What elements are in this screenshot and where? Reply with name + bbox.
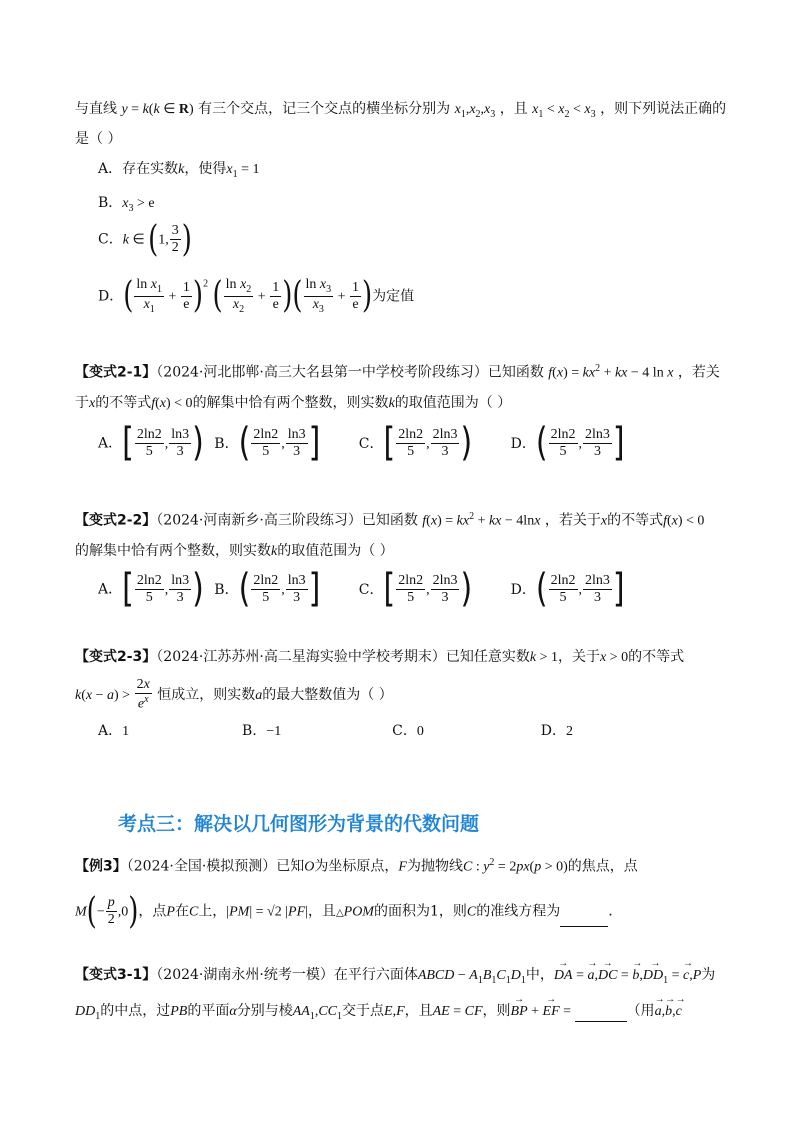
v21-opt-c: C． <box>358 435 384 452</box>
variant23-source: （2024·江苏苏州·高二星海实验中学校考期末）已知任意实数 <box>156 649 530 665</box>
v23-opt-a-val: 1 <box>122 724 130 739</box>
v21-b-n1: 2ln2 <box>253 427 279 442</box>
variant22-l2b: 的取值范围为（ ） <box>277 543 394 559</box>
option-b-label: B． <box>98 195 123 211</box>
v22-d-n1: 2ln2 <box>550 573 576 588</box>
variant22-line1: 【变式2-2】（2024·河南新乡·高三阶段练习）已知函数 $f(x) = kx^2$ + kx − 4lnx ，若关于x的不等式f(x) < 0 <box>75 511 705 529</box>
v21-opt-a: A． <box>98 435 123 452</box>
variant31-l2d: 交于点 <box>342 1003 384 1019</box>
v21-d-n1: 2ln2 <box>550 427 576 442</box>
variant31-l2g: （用 <box>626 1003 655 1019</box>
variant22-tail2: 的不等式 <box>607 512 664 529</box>
v22-c-n3: 2ln3 <box>432 573 458 588</box>
option-c-label: C． <box>98 231 123 248</box>
option-c: C．k ∈ (1, $\frac{3}{2}$ ) <box>98 218 192 261</box>
variant23-line2: k(x − a) > $\frac{2x}{e^x}$ 恒成立，则实数a的最大整数值为（ ） <box>75 677 393 712</box>
intro-text-a: 与直线 <box>75 101 117 117</box>
v21-c-d1: 5 <box>407 444 415 459</box>
v23-opt-a: A． <box>98 723 123 739</box>
example3-l2b: 在 <box>174 903 189 920</box>
example3-source: （2024·全国·模拟预测）已知 <box>126 858 305 875</box>
v22-b-n1: 2ln2 <box>253 573 279 588</box>
v22-c-n1: 2ln2 <box>398 573 424 588</box>
v21-opt-b: B． <box>214 435 239 452</box>
v21-b-d2: 3 <box>293 444 301 459</box>
v21-a-d2: 3 <box>176 444 184 459</box>
example3-mid3: 的焦点，点 <box>567 858 638 875</box>
v21-b-n2: ln3 <box>287 427 306 442</box>
variant22-source: （2024·河南新乡·高三阶段练习）已知函数 <box>156 512 418 529</box>
v22-a-d1: 5 <box>145 590 153 605</box>
variant21-func: f <box>548 365 553 381</box>
variant31-mid: 中， <box>525 967 554 983</box>
variant31-tag: 【变式3-1】 <box>75 967 157 983</box>
v22-b-n2: ln3 <box>287 573 306 588</box>
variant31-line1: 【变式3-1】（2024·湖南永州·统考一模）在平行六面体ABCD − $A_1B_1C_1D_1$中，→ DA = → a,→ DC = → $b,\to DD_1$ = → c,P为 <box>75 968 715 986</box>
variant22-l2a: 的解集中恰有两个整数，则实数 <box>75 543 271 559</box>
v22-d-n3: 2ln3 <box>585 573 610 588</box>
math-y-eq-k: y <box>121 102 128 117</box>
example3-mid2: 为抛物线 <box>406 858 463 875</box>
example3-l2d: ，且 <box>307 903 336 920</box>
v23-opt-b-val: −1 <box>266 724 282 739</box>
v21-a-d1: 5 <box>145 444 153 459</box>
math-order: x <box>532 102 539 117</box>
variant22-tail1: ，若关于 <box>544 512 601 529</box>
variant21-l2d: 的取值范围为（ ） <box>394 395 512 411</box>
intro-line-1: 与直线 y = k(k ∈ R) 有三个交点，记三个交点的横坐标分别为 $x_1,x_2,x_3$ ，且 $x_1 < x_2 < x_3$ ，则下列说法正确的 <box>75 101 727 120</box>
v23-opt-b: B． <box>242 723 267 739</box>
variant21-l2c: 的解集中恰有两个整数，则实数 <box>192 395 389 411</box>
variant31-l2a: 的中点，过 <box>100 1003 171 1019</box>
v21-c-n1: 2ln2 <box>398 427 424 442</box>
v21-d-d1: 5 <box>559 444 567 459</box>
v21-a-n2: ln3 <box>171 427 190 442</box>
v22-c-d1: 5 <box>407 590 415 605</box>
variant31-tail: 为 <box>701 967 716 983</box>
example3-line2: M(− $\frac{p}{2}$ ,0)，点P在C上，|PM| = √2 |PF|，且△POM的面积为1，则C的准线方程为 . <box>75 890 613 933</box>
variant21-source: （2024·河北邯郸·高三大名县第一中学校考阶段练习）已知函数 <box>156 364 544 381</box>
v21-opt-d: D． <box>510 435 536 452</box>
v22-b-d2: 3 <box>293 590 301 605</box>
section-heading: 考点三：解决以几何图形为背景的代数问题 <box>118 813 480 835</box>
intro-text-b: 有三个交点，记三个交点的横坐标分别为 <box>198 101 451 117</box>
variant22-func: f <box>422 513 427 529</box>
option-a: A．存在实数k，使得$x_1 = 1$ <box>98 161 260 180</box>
v21-c-n3: 2ln3 <box>432 427 458 442</box>
intro-text-c: ，且 <box>499 101 528 117</box>
option-d-label: D． <box>98 288 124 305</box>
v22-b-d1: 5 <box>262 590 270 605</box>
v23-opt-c: C． <box>392 723 417 739</box>
option-a-mid: ，使得 <box>184 161 227 177</box>
example3-l2e: 的面积为1，则 <box>373 903 467 920</box>
example3-l2a: ，点 <box>138 903 167 920</box>
variant22-line2: 的解集中恰有两个整数，则实数k的取值范围为（ ） <box>75 543 394 559</box>
v22-c-d2: 3 <box>441 590 449 605</box>
variant31-l2c: 分别与棱 <box>236 1003 293 1019</box>
variant21-options: A．[ $\frac{2\ln 2}{5}$ , $\frac{\ln 3}{3}$ ) B．( $\frac{2\ln 2}{5}$ , $\frac{\ln 3}{3}$ ] C．[ $\frac{2\ln 2}{5}$ , $\frac{2\ln 3}{3}$ ) D．( $\frac{2\ln 2}{5}$ , $\frac{2\ln 3}{3}$ ] <box>98 420 625 466</box>
variant23-tail: 的不等式 <box>628 649 685 665</box>
v22-d-d1: 5 <box>559 590 567 605</box>
variant21-tag: 【变式2-1】 <box>75 364 157 381</box>
variant22-tag: 【变式2-2】 <box>75 512 157 529</box>
variant23-l2a: 恒成立，则实数 <box>157 686 256 703</box>
variant23-l2b: 的最大整数值为（ ） <box>262 686 393 703</box>
answer-blank[interactable] <box>560 912 608 927</box>
intro-line-2: 是（ ） <box>75 131 122 147</box>
example3-line1: 【例3】（2024·全国·模拟预测）已知O为坐标原点，F为抛物线C : $y^2 = 2px(p > 0)$的焦点，点 <box>75 857 638 875</box>
v22-a-d2: 3 <box>176 590 184 605</box>
variant23-options <box>98 724 573 739</box>
v22-opt-a: A． <box>98 581 123 598</box>
v21-c-d2: 3 <box>441 444 449 459</box>
example3-l2end: . <box>608 903 613 920</box>
variant31-l2f: ，则 <box>482 1003 511 1019</box>
variant31-source: （2024·湖南永州·统考一模）在平行六面体 <box>156 967 418 983</box>
option-d-suffix: 为定值 <box>372 288 415 305</box>
variant23-tag: 【变式2-3】 <box>75 649 157 665</box>
math-x123: x <box>454 102 461 117</box>
variant31-l2e: ，且 <box>404 1003 433 1019</box>
example3-l2c: 上， <box>198 903 227 920</box>
variant21-line1: 【变式2-1】（2024·河北邯郸·高三大名县第一中学校考阶段练习）已知函数 $f(x) = kx^2$ + kx − 4 ln x ，若关 <box>75 363 720 381</box>
v23-opt-c-val: 0 <box>416 724 424 739</box>
v22-a-n2: ln3 <box>171 573 190 588</box>
v23-opt-d-val: 2 <box>566 724 573 739</box>
answer-blank-2[interactable] <box>575 1007 627 1022</box>
option-a-label: A．存在实数 <box>98 161 179 177</box>
variant23-line1: 【变式2-3】（2024·江苏苏州·高二星海实验中学校考期末）已知任意实数k > 1，关于x > 0的不等式 <box>75 649 685 665</box>
variant21-line2: 于x的不等式f(x) < 0的解集中恰有两个整数，则实数k的取值范围为（ ） <box>75 395 512 411</box>
variant21-tail: ，若关 <box>677 364 720 381</box>
option-b: B．$x_3 > e$ <box>98 195 155 214</box>
variant21-l2b: 的不等式 <box>95 395 152 411</box>
v21-d-n3: 2ln3 <box>585 427 610 442</box>
variant23-mid: ，关于 <box>557 649 600 665</box>
v22-opt-b: B． <box>214 581 239 598</box>
intro-text-d: ，则下列说法正确的 <box>600 101 727 117</box>
v22-opt-d: D． <box>510 581 536 598</box>
variant31-l2b: 的平面 <box>187 1003 230 1019</box>
example3-l2f: 的准线方程为 <box>476 903 561 920</box>
v21-b-d1: 5 <box>262 444 270 459</box>
v23-opt-d: D． <box>540 723 566 739</box>
v22-a-n1: 2ln2 <box>136 573 162 588</box>
v22-opt-c: C． <box>358 581 384 598</box>
example3-tag: 【例3】 <box>75 858 127 875</box>
example3-mid1: 为坐标原点， <box>314 858 399 875</box>
variant22-options: A．[ $\frac{2\ln 2}{5}$ , $\frac{\ln 3}{3}$ ) B．( $\frac{2\ln 2}{5}$ , $\frac{\ln 3}{3}$ ] C．[ $\frac{2\ln 2}{5}$ , $\frac{2\ln 3}{3}$ ) D．( $\frac{2\ln 2}{5}$ , $\frac{2\ln 3}{3}$ ] <box>98 566 625 612</box>
v21-d-d2: 3 <box>593 444 601 459</box>
variant31-line2: $DD_1$的中点，过PB的平面α分别与棱$AA_1,CC_1$交于点E,F，且AE = CF，则→ BP + → EF = （用→ a,→ b,→ c <box>75 1004 682 1022</box>
v21-a-n1: 2ln2 <box>136 427 162 442</box>
variant21-l2a: 于 <box>75 395 89 411</box>
v22-d-d2: 3 <box>593 590 601 605</box>
option-d: D．( $\frac{\ln x_1}{x_1}$ + $\frac{1}{e}$ )$^2$ ( $\frac{\ln x_2}{x_2}$ + $\frac{1}{e}$ )( $\frac{\ln x_3}{x_3}$ + $\frac{1}{e}$ )为定值 <box>98 275 415 318</box>
